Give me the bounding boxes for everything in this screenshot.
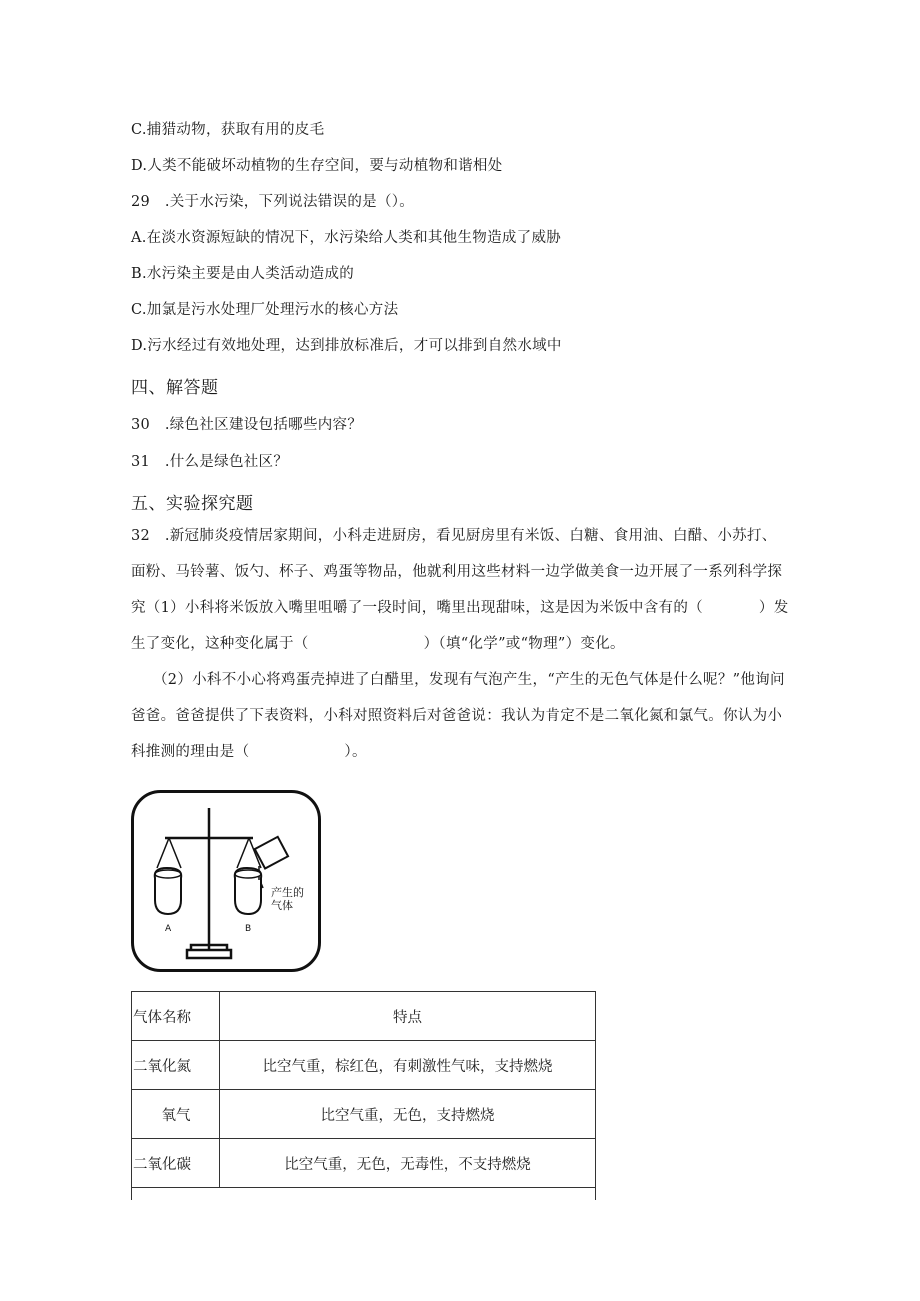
- gas-properties-table: [131, 991, 596, 1188]
- question-32-part-2: [131, 662, 791, 770]
- header-gas-name: 气体名称: [132, 992, 220, 1041]
- question-32-text-b: ）发生了变化，这种变化属于（: [131, 600, 789, 652]
- option-28-d: D.人类不能破坏动植物的生存空间，要与动植物和谐相处: [131, 158, 503, 174]
- question-29: 29 .关于水污染，下列说法错误的是（）。: [131, 194, 415, 210]
- table-border-tail: [131, 1186, 132, 1200]
- question-31: 31 .什么是绿色社区？: [131, 454, 289, 470]
- gas-feature-cell: 比空气重，无色，支持燃烧: [220, 1090, 596, 1139]
- question-32-part-1: [131, 518, 791, 662]
- option-29-d: D.污水经过有效地处理，达到排放标准后，才可以排到自然水域中: [131, 338, 562, 354]
- table-row: [132, 1041, 596, 1090]
- gas-label-line-1: 产生的: [271, 886, 304, 899]
- gas-name-cell: 二氧化氮: [132, 1041, 220, 1090]
- gas-label-line-2: 气体: [271, 899, 293, 912]
- gas-feature-cell: 比空气重，棕红色，有刺激性气味，支持燃烧: [220, 1041, 596, 1090]
- option-28-c: C.捕猎动物，获取有用的皮毛: [131, 122, 325, 138]
- gas-name-cell: 氧气: [132, 1090, 220, 1139]
- table-border-tail: [595, 1186, 596, 1200]
- cup-a-icon: [155, 868, 181, 914]
- question-32-text: 32 .新冠肺炎疫情居家期间，小科走进厨房，看见厨房里有米饭、白糖、食用油、白醋、小苏打、面粉、马铃薯、饭勺、杯子、鸡蛋等物品，他就利用这些材料一边学做美食一边开展了一系列科学探究（1）小科将米饭放入嘴里咀嚼了一段时间，嘴里出现甜味，这是因为米饭中含有的（: [131, 528, 783, 616]
- gas-feature-cell: 比空气重，无色，无毒性，不支持燃烧: [220, 1139, 596, 1188]
- question-32: [131, 518, 791, 770]
- option-29-b: B.水污染主要是由人类活动造成的: [131, 266, 355, 282]
- option-29-c: C.加氯是污水处理厂处理污水的核心方法: [131, 302, 399, 318]
- question-30: 30 .绿色社区建设包括哪些内容？: [131, 417, 363, 433]
- label-b: B: [245, 924, 252, 934]
- section-heading-5: 五、实验探究题: [131, 494, 254, 514]
- table-row: [132, 1090, 596, 1139]
- table-row: [132, 1139, 596, 1188]
- gas-name-cell: 二氧化碳: [132, 1139, 220, 1188]
- cup-b-icon: [235, 868, 261, 914]
- option-29-a: A.在淡水资源短缺的情况下，水污染给人类和其他生物造成了威胁: [131, 230, 562, 246]
- label-a: A: [165, 924, 172, 934]
- balance-experiment-figure: [131, 790, 321, 972]
- question-32-text-c: ）（填“化学”或“物理”）变化。: [423, 636, 625, 652]
- section-heading-4: 四、解答题: [131, 378, 219, 398]
- question-32-text-2b: ）。: [344, 744, 367, 760]
- table-header-row: [132, 992, 596, 1041]
- header-feature: 特点: [220, 992, 596, 1041]
- question-32-text-2: （2）小科不小心将鸡蛋壳掉进了白醋里，发现有气泡产生，“产生的无色气体是什么呢？”他询问爸爸。爸爸提供了下表资料，小科对照资料后对爸爸说：我认为肯定不是二氧化氮和氯气。你认为小科推测的理由是（: [131, 672, 785, 760]
